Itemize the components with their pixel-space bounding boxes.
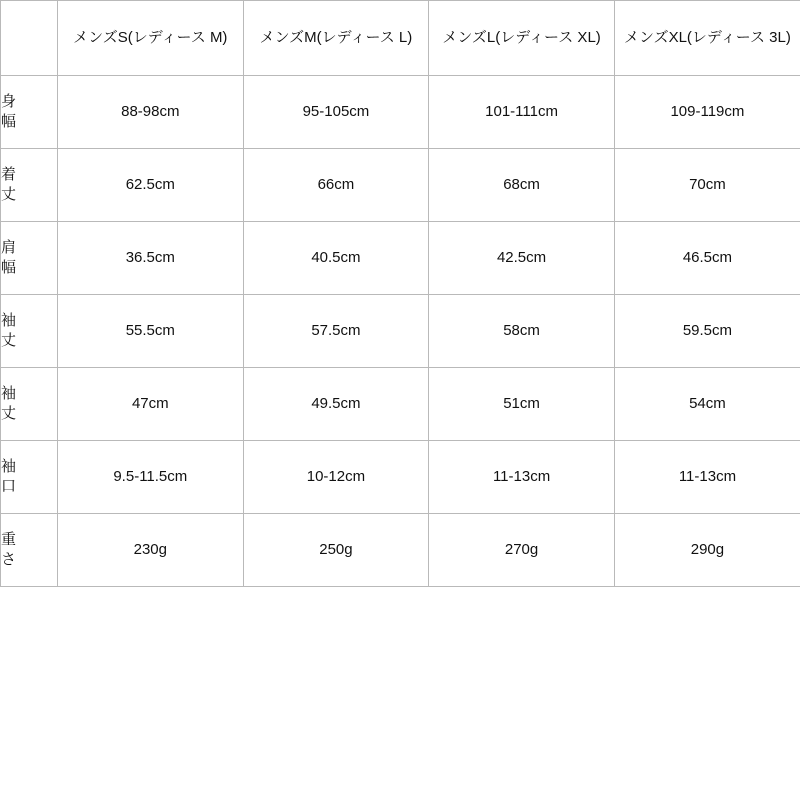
table-row — [1, 222, 800, 295]
cell-body-width-s: 88-98cm — [58, 76, 244, 149]
table-row — [1, 149, 800, 222]
cell-shoulder-width-xl: 46.5cm — [614, 222, 800, 295]
cell-cuff-s: 9.5-11.5cm — [58, 441, 244, 514]
row-header-weight — [1, 514, 58, 587]
cell-sleeve-length-1-xl: 59.5cm — [614, 295, 800, 368]
row-header-body-width — [1, 76, 58, 149]
cell-body-width-m: 95-105cm — [243, 76, 429, 149]
header-row — [1, 1, 800, 76]
cell-body-length-m: 66cm — [243, 149, 429, 222]
row-header-label: 袖丈 — [1, 311, 17, 349]
row-header-shoulder-width — [1, 222, 58, 295]
cell-body-length-s: 62.5cm — [58, 149, 244, 222]
row-header-label: 袖口 — [1, 457, 17, 495]
cell-sleeve-length-2-l: 51cm — [429, 368, 615, 441]
cell-sleeve-length-1-s: 55.5cm — [58, 295, 244, 368]
row-header-body-length — [1, 149, 58, 222]
table-row — [1, 295, 800, 368]
column-header-mens-s: メンズS(レディース M) — [58, 1, 244, 76]
row-header-sleeve-length-2 — [1, 368, 58, 441]
cell-body-width-l: 101-111cm — [429, 76, 615, 149]
cell-weight-s: 230g — [58, 514, 244, 587]
cell-sleeve-length-2-s: 47cm — [58, 368, 244, 441]
column-header-mens-m: メンズM(レディース L) — [243, 1, 429, 76]
cell-shoulder-width-s: 36.5cm — [58, 222, 244, 295]
table-row — [1, 76, 800, 149]
cell-weight-xl: 290g — [614, 514, 800, 587]
cell-sleeve-length-1-l: 58cm — [429, 295, 615, 368]
row-header-label: 肩幅 — [1, 238, 17, 276]
cell-body-length-xl: 70cm — [614, 149, 800, 222]
row-header-label: 身幅 — [1, 92, 17, 130]
cell-cuff-m: 10-12cm — [243, 441, 429, 514]
row-header-cuff — [1, 441, 58, 514]
cell-shoulder-width-m: 40.5cm — [243, 222, 429, 295]
cell-sleeve-length-2-xl: 54cm — [614, 368, 800, 441]
row-header-sleeve-length-1 — [1, 295, 58, 368]
cell-shoulder-width-l: 42.5cm — [429, 222, 615, 295]
row-header-label: 重さ — [1, 530, 17, 568]
cell-cuff-xl: 11-13cm — [614, 441, 800, 514]
table-row — [1, 514, 800, 587]
row-header-label: 着丈 — [1, 165, 17, 203]
table-header — [1, 1, 800, 76]
cell-body-length-l: 68cm — [429, 149, 615, 222]
table-row — [1, 368, 800, 441]
cell-sleeve-length-2-m: 49.5cm — [243, 368, 429, 441]
cell-weight-m: 250g — [243, 514, 429, 587]
cell-weight-l: 270g — [429, 514, 615, 587]
table-row — [1, 441, 800, 514]
row-header-label: 袖丈 — [1, 384, 17, 422]
table-corner-cell — [1, 1, 58, 76]
cell-sleeve-length-1-m: 57.5cm — [243, 295, 429, 368]
column-header-mens-l: メンズL(レディース XL) — [429, 1, 615, 76]
cell-cuff-l: 11-13cm — [429, 441, 615, 514]
table-body — [1, 76, 800, 587]
column-header-mens-xl: メンズXL(レディース 3L) — [614, 1, 800, 76]
cell-body-width-xl: 109-119cm — [614, 76, 800, 149]
